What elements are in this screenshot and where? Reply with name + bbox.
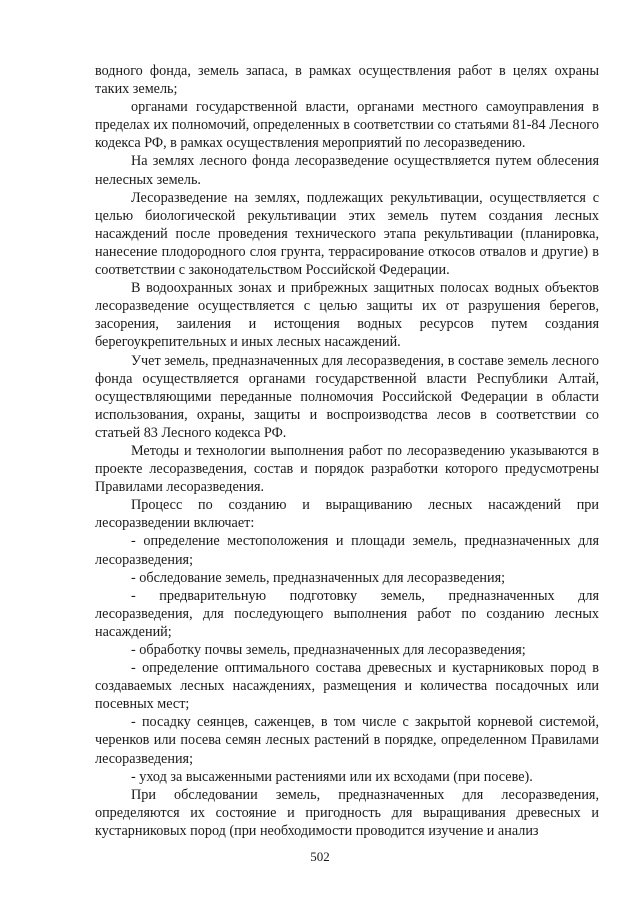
list-item: - предварительную подготовку земель, предназначенных для лесоразведения, для последующего выполнения работ по созданию лесных насаждений; bbox=[95, 587, 599, 640]
paragraph: В водоохранных зонах и прибрежных защитных полосах водных объектов лесоразведение осуществляется с целью защиты их от разрушения берегов, засорения, заиления и истощения водных ресурсов путем создания берегоукрепительных и иных лесных насаждений. bbox=[95, 280, 599, 351]
list-item: - определение местоположения и площади земель, предназначенных для лесоразведения; bbox=[95, 533, 599, 568]
paragraph: Лесоразведение на землях, подлежащих рекультивации, осуществляется с целью биологической рекультивации этих земель путем создания лесных насаждений после проведения технического этапа рекультивации (планировка, нанесение плодородного слоя грунта, террасирование откосов отвалов и другие) в соответствии с законодательством Российской Федерации. bbox=[95, 189, 599, 279]
list-item: - уход за высаженными растениями или их всходами (при посеве). bbox=[131, 768, 533, 785]
list-item: - определение оптимального состава древесных и кустарниковых пород в создаваемых лесных насаждениях, размещения и количества посадочных или посевных мест; bbox=[95, 660, 599, 713]
body-text bbox=[95, 62, 599, 840]
paragraph: Учет земель, предназначенных для лесоразведения, в составе земель лесного фонда осуществляется органами государственной власти Республики Алтай, осуществляющими переданные полномочия Российской Федерации в области использования, охраны, защиты и воспроизводства лесов в соответствии со статьей 83 Лесного кодекса РФ. bbox=[95, 352, 599, 441]
paragraph: Методы и технологии выполнения работ по лесоразведению указываются в проекте лесоразведения, состав и порядок разработки которого предусмотрены Правилами лесоразведения. bbox=[95, 442, 599, 496]
paragraph: водного фонда, земель запаса, в рамках осуществления работ в целях охраны таких земель; bbox=[95, 63, 599, 98]
list-item: - обследование земель, предназначенных для лесоразведения; bbox=[131, 569, 506, 586]
page-number: 502 bbox=[310, 849, 330, 864]
list-item: - посадку сеянцев, саженцев, в том числе с закрытой корневой системой, черенков или посева семян лесных растений в порядке, определенном Правилами лесоразведения; bbox=[95, 714, 599, 767]
list-item: - обработку почвы земель, предназначенных для лесоразведения; bbox=[131, 642, 526, 658]
paragraph: При обследовании земель, предназначенных для лесоразведения, определяются их состояние и пригодность для выращивания древесных и кустарниковых пород (при необходимости проводится изучение и анализ bbox=[95, 786, 599, 839]
paragraph: На землях лесного фонда лесоразведение осуществляется путем облесения нелесных земель. bbox=[95, 153, 599, 188]
paragraph: Процесс по созданию и выращиванию лесных насаждений при лесоразведении включает: bbox=[95, 497, 599, 532]
paragraph: органами государственной власти, органами местного самоуправления в пределах их полномочий, определенных в соответствии со статьями 81-84 Лесного кодекса РФ, в рамках осуществления мероприятий по лесоразведению. bbox=[95, 99, 599, 152]
